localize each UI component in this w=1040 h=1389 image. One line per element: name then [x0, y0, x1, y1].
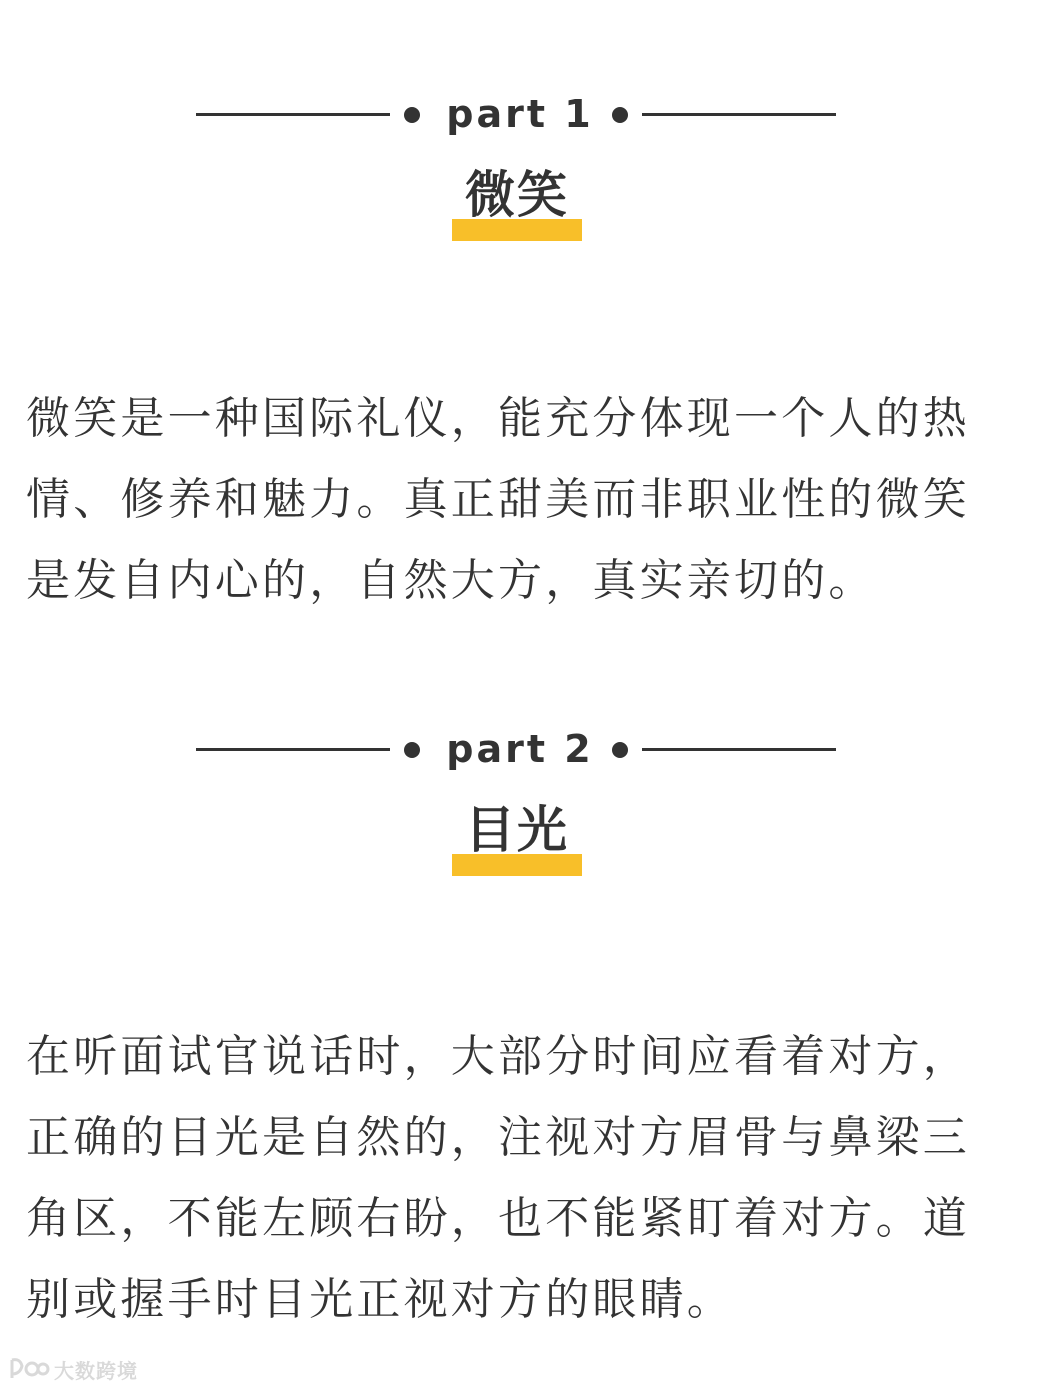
divider-dot-left: [404, 742, 420, 758]
divider-line-right: [642, 748, 836, 751]
section-title: 微笑: [465, 166, 569, 224]
part-label: part 2: [446, 727, 594, 771]
brand-logo-icon: [8, 1356, 50, 1382]
divider-dot-right: [612, 742, 628, 758]
section-title: 目光: [465, 801, 569, 859]
divider-dot-right: [612, 107, 628, 123]
section-2-body: 在听面试官说话时，大部分时间应看着对方，正确的目光是自然的，注视对方眉骨与鼻梁三角区，不能左顾右盼，也不能紧盯着对方。道别或握手时目光正视对方的眼睛。: [26, 1031, 970, 1325]
part-label: part 1: [446, 92, 594, 136]
divider-line-left: [196, 113, 390, 116]
watermark-text: 大数跨境: [54, 1358, 138, 1383]
section-1-header: [0, 92, 1040, 263]
divider-line-left: [196, 748, 390, 751]
watermark: [8, 1354, 138, 1384]
divider-dot-left: [404, 107, 420, 123]
divider-line-right: [642, 113, 836, 116]
section-2-header: [0, 727, 1040, 898]
section-1-body: 微笑是一种国际礼仪，能充分体现一个人的热情、修养和魅力。真正甜美而非职业性的微笑是发自内心的，自然大方，真实亲切的。: [26, 393, 970, 606]
